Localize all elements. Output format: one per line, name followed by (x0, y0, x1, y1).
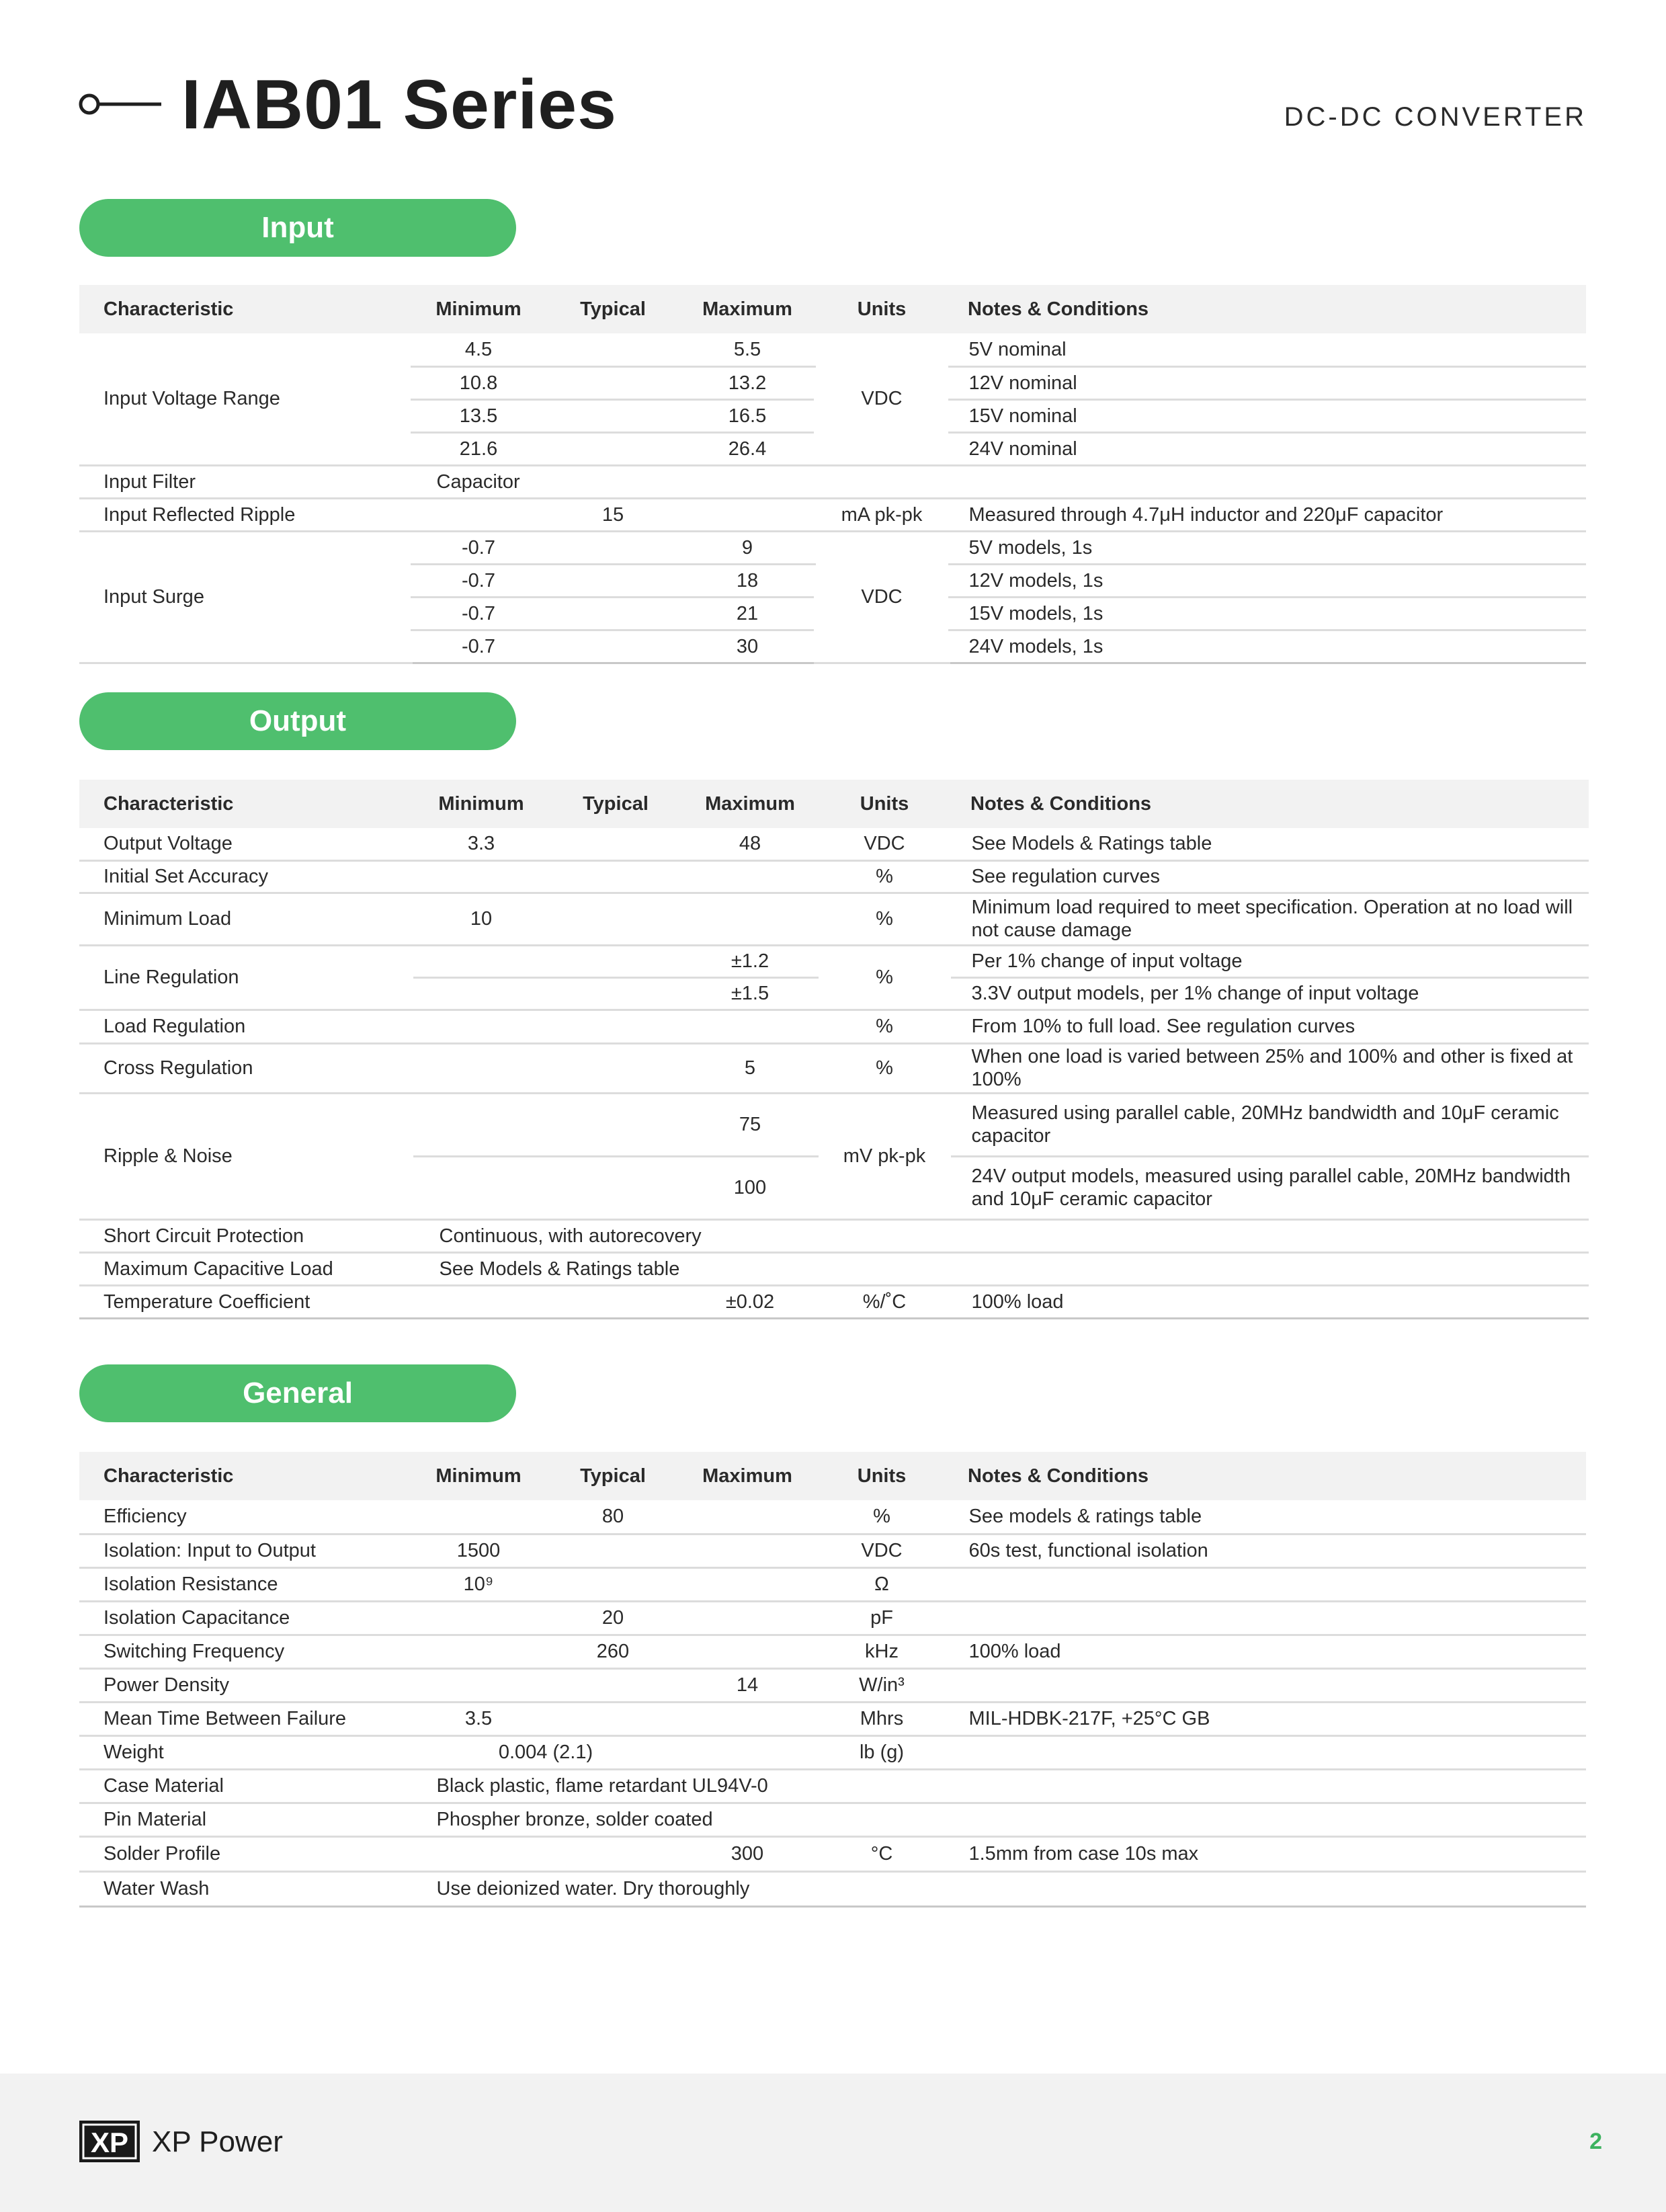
col-minimum: Minimum (414, 780, 548, 828)
cell-max (680, 498, 815, 531)
col-characteristic: Characteristic (79, 780, 414, 828)
cell-min (414, 1043, 548, 1093)
row-label: Pin Material (79, 1803, 411, 1836)
col-minimum: Minimum (411, 1452, 546, 1500)
row-label: Isolation Capacitance (79, 1601, 411, 1635)
cell-max: 26.4 (680, 432, 815, 465)
table-row (79, 498, 1586, 531)
table-row (79, 1534, 1586, 1567)
cell-min: 3.3 (414, 828, 548, 860)
cell-units: VDC (815, 333, 949, 465)
cell-typ (546, 1534, 680, 1567)
cell-max: 18 (680, 564, 815, 597)
cell-notes (949, 1601, 1586, 1635)
cell-notes: 24V models, 1s (949, 630, 1586, 663)
cell-value: Continuous, with autorecovery (414, 1219, 1589, 1252)
cell-min: 10 (414, 893, 548, 945)
page-header (0, 0, 1666, 175)
cell-typ (546, 531, 680, 564)
cell-units: % (817, 1010, 952, 1043)
cell-min: 4.5 (411, 333, 546, 366)
table-row (79, 1769, 1586, 1803)
cell-max: 16.5 (680, 399, 815, 432)
col-notes: Notes & Conditions (949, 285, 1586, 333)
cell-notes: 15V nominal (949, 399, 1586, 432)
general-spec-table (79, 1452, 1586, 1908)
cell-typ (546, 399, 680, 432)
cell-units: mA pk-pk (815, 498, 949, 531)
table-header-row (79, 780, 1589, 828)
cell-value: Phospher bronze, solder coated (411, 1803, 1586, 1836)
cell-min (411, 498, 546, 531)
cell-max (680, 1601, 815, 1635)
cell-units: VDC (815, 1534, 949, 1567)
cell-units: pF (815, 1601, 949, 1635)
col-minimum: Minimum (411, 285, 546, 333)
col-units: Units (817, 780, 952, 828)
cell-units: %/˚C (817, 1285, 952, 1318)
cell-max: 13.2 (680, 366, 815, 399)
col-maximum: Maximum (680, 1452, 815, 1500)
cell-min (414, 1285, 548, 1318)
row-label: Weight (79, 1735, 411, 1769)
table-row (79, 1567, 1586, 1601)
table-row (79, 1836, 1586, 1871)
cell-notes: 24V output models, measured using parallel cable, 20MHz bandwidth and 10μF ceramic capacitor (952, 1156, 1589, 1219)
cell-notes: See regulation curves (952, 860, 1589, 893)
cell-notes: When one load is varied between 25% and 100% and other is fixed at 100% (952, 1043, 1589, 1093)
cell-min: 3.5 (411, 1702, 546, 1735)
cell-typ (546, 630, 680, 663)
cell-notes: 12V models, 1s (949, 564, 1586, 597)
cell-units: °C (815, 1836, 949, 1871)
cell-notes: 12V nominal (949, 366, 1586, 399)
cell-min (411, 1601, 546, 1635)
cell-max: 5 (683, 1043, 817, 1093)
table-row (79, 1010, 1589, 1043)
cell-units: % (817, 893, 952, 945)
row-label: Cross Regulation (79, 1043, 414, 1093)
cell-value: See Models & Ratings table (414, 1252, 1589, 1285)
cell-notes: 5V nominal (949, 333, 1586, 366)
table-row (79, 893, 1589, 945)
cell-min (411, 1668, 546, 1702)
cell-typ (548, 860, 683, 893)
cell-units: W/in³ (815, 1668, 949, 1702)
cell-notes: 100% load (949, 1635, 1586, 1668)
cell-notes: 5V models, 1s (949, 531, 1586, 564)
cell-typ (548, 1010, 683, 1043)
cell-max (683, 860, 817, 893)
cell-max (680, 1635, 815, 1668)
cell-max: ±0.02 (683, 1285, 817, 1318)
row-label: Input Reflected Ripple (79, 498, 411, 531)
cell-min (411, 1836, 546, 1871)
cell-notes (949, 1735, 1586, 1769)
cell-max: 21 (680, 597, 815, 630)
cell-notes: Minimum load required to meet specification. Operation at no load will not cause damage (952, 893, 1589, 945)
cell-typ: 80 (546, 1500, 680, 1534)
input-spec-table (79, 285, 1586, 664)
cell-min (414, 1093, 548, 1156)
col-maximum: Maximum (680, 285, 815, 333)
cell-max: 75 (683, 1093, 817, 1156)
table-row (79, 1668, 1586, 1702)
table-row (79, 1252, 1589, 1285)
row-label: Solder Profile (79, 1836, 411, 1871)
cell-typ (548, 945, 683, 977)
table-row (79, 1093, 1589, 1156)
cell-min: 1500 (411, 1534, 546, 1567)
cell-units: kHz (815, 1635, 949, 1668)
table-header-row (79, 1452, 1586, 1500)
table-row (79, 1702, 1586, 1735)
col-typical: Typical (546, 1452, 680, 1500)
row-label: Temperature Coefficient (79, 1285, 414, 1318)
cell-notes: 60s test, functional isolation (949, 1534, 1586, 1567)
col-maximum: Maximum (683, 780, 817, 828)
row-label: Line Regulation (79, 945, 414, 1010)
cell-min: -0.7 (411, 531, 546, 564)
cell-value: Black plastic, flame retardant UL94V-0 (411, 1769, 1586, 1803)
table-row (79, 1735, 1586, 1769)
row-label: Initial Set Accuracy (79, 860, 414, 893)
cell-max: 100 (683, 1156, 817, 1219)
cell-typ (546, 597, 680, 630)
cell-notes: Measured using parallel cable, 20MHz bandwidth and 10μF ceramic capacitor (952, 1093, 1589, 1156)
cell-max: 300 (680, 1836, 815, 1871)
row-label: Switching Frequency (79, 1635, 411, 1668)
cell-max (680, 1702, 815, 1735)
row-label: Short Circuit Protection (79, 1219, 414, 1252)
cell-typ: 260 (546, 1635, 680, 1668)
cell-units: VDC (817, 828, 952, 860)
row-label: Efficiency (79, 1500, 411, 1534)
row-label: Isolation Resistance (79, 1567, 411, 1601)
brand-name: XP Power (152, 2125, 283, 2158)
cell-units: Ω (815, 1567, 949, 1601)
col-notes: Notes & Conditions (952, 780, 1589, 828)
cell-min (414, 977, 548, 1010)
connector-icon (78, 93, 161, 116)
cell-typ (548, 977, 683, 1010)
cell-notes (949, 1567, 1586, 1601)
cell-max (680, 1534, 815, 1567)
row-label: Output Voltage (79, 828, 414, 860)
cell-notes: See Models & Ratings table (952, 828, 1589, 860)
row-label: Input Surge (79, 531, 411, 663)
cell-min: -0.7 (411, 630, 546, 663)
cell-max: ±1.5 (683, 977, 817, 1010)
row-label: Load Regulation (79, 1010, 414, 1043)
section-heading-output: Output (79, 692, 516, 750)
cell-typ (546, 1836, 680, 1871)
cell-units: % (817, 860, 952, 893)
cell-min (414, 1010, 548, 1043)
cell-max: 30 (680, 630, 815, 663)
cell-units: lb (g) (815, 1735, 949, 1769)
row-label: Minimum Load (79, 893, 414, 945)
table-row (79, 1500, 1586, 1534)
cell-min: -0.7 (411, 597, 546, 630)
row-label: Input Voltage Range (79, 333, 411, 465)
cell-units: % (817, 945, 952, 1010)
table-row (79, 1601, 1586, 1635)
table-row (79, 1871, 1586, 1906)
cell-typ (546, 564, 680, 597)
col-characteristic: Characteristic (79, 285, 411, 333)
cell-max: ±1.2 (683, 945, 817, 977)
cell-max: 48 (683, 828, 817, 860)
cell-typ (546, 1567, 680, 1601)
cell-min: 10.8 (411, 366, 546, 399)
cell-notes: Measured through 4.7μH inductor and 220μF capacitor (949, 498, 1586, 531)
cell-units: % (817, 1043, 952, 1093)
table-row (79, 333, 1586, 366)
cell-typ (548, 1043, 683, 1093)
cell-max: 9 (680, 531, 815, 564)
row-label: Maximum Capacitive Load (79, 1252, 414, 1285)
row-label: Case Material (79, 1769, 411, 1803)
table-row (79, 828, 1589, 860)
cell-value: Capacitor (411, 465, 1586, 498)
cell-min: 13.5 (411, 399, 546, 432)
row-label: Isolation: Input to Output (79, 1534, 411, 1567)
cell-notes: 3.3V output models, per 1% change of input voltage (952, 977, 1589, 1010)
row-label: Ripple & Noise (79, 1093, 414, 1219)
cell-typ (548, 828, 683, 860)
col-characteristic: Characteristic (79, 1452, 411, 1500)
cell-notes: See models & ratings table (949, 1500, 1586, 1534)
page-subtitle: DC-DC CONVERTER (1284, 102, 1587, 132)
cell-max: 5.5 (680, 333, 815, 366)
section-heading-input: Input (79, 199, 516, 257)
table-row (79, 860, 1589, 893)
table-header-row (79, 285, 1586, 333)
cell-min: 21.6 (411, 432, 546, 465)
table-row (79, 1043, 1589, 1093)
cell-units: % (815, 1500, 949, 1534)
cell-min (414, 945, 548, 977)
cell-notes: 1.5mm from case 10s max (949, 1836, 1586, 1871)
cell-max: 14 (680, 1668, 815, 1702)
table-row (79, 465, 1586, 498)
row-label: Power Density (79, 1668, 411, 1702)
cell-typ (548, 1093, 683, 1156)
col-units: Units (815, 285, 949, 333)
cell-typ: 0.004 (2.1) (411, 1735, 680, 1769)
row-label: Input Filter (79, 465, 411, 498)
cell-typ (546, 1702, 680, 1735)
table-row (79, 1803, 1586, 1836)
cell-notes: Per 1% change of input voltage (952, 945, 1589, 977)
cell-max (680, 1567, 815, 1601)
cell-min (411, 1500, 546, 1534)
cell-typ: 20 (546, 1601, 680, 1635)
page-title: IAB01 Series (181, 66, 617, 144)
xp-logo-text: XP (90, 2127, 129, 2158)
col-notes: Notes & Conditions (949, 1452, 1586, 1500)
cell-value: Use deionized water. Dry thoroughly (411, 1871, 1586, 1906)
xp-power-logo-icon (79, 2121, 140, 2162)
output-spec-table (79, 780, 1589, 1319)
page-number: 2 (1589, 2129, 1602, 2154)
cell-min (411, 1635, 546, 1668)
table-row (79, 1285, 1589, 1318)
cell-max (680, 1735, 815, 1769)
cell-max (680, 1500, 815, 1534)
table-row (79, 1219, 1589, 1252)
cell-typ (548, 1285, 683, 1318)
col-typical: Typical (546, 285, 680, 333)
cell-typ (546, 366, 680, 399)
row-label: Water Wash (79, 1871, 411, 1906)
col-units: Units (815, 1452, 949, 1500)
cell-typ (546, 432, 680, 465)
cell-max (683, 1010, 817, 1043)
cell-typ (548, 893, 683, 945)
cell-notes: MIL-HDBK-217F, +25°C GB (949, 1702, 1586, 1735)
cell-notes: 100% load (952, 1285, 1589, 1318)
table-row (79, 1635, 1586, 1668)
cell-typ (548, 1156, 683, 1219)
section-heading-general: General (79, 1364, 516, 1422)
cell-typ (546, 333, 680, 366)
cell-min: 10⁹ (411, 1567, 546, 1601)
cell-notes: 15V models, 1s (949, 597, 1586, 630)
row-label: Mean Time Between Failure (79, 1702, 411, 1735)
cell-units: Mhrs (815, 1702, 949, 1735)
cell-min (414, 1156, 548, 1219)
table-row (79, 531, 1586, 564)
col-typical: Typical (548, 780, 683, 828)
cell-notes: From 10% to full load. See regulation curves (952, 1010, 1589, 1043)
cell-units: mV pk-pk (817, 1093, 952, 1219)
table-row (79, 945, 1589, 977)
cell-max (683, 893, 817, 945)
cell-units: VDC (815, 531, 949, 663)
cell-min: -0.7 (411, 564, 546, 597)
cell-notes: 24V nominal (949, 432, 1586, 465)
cell-min (414, 860, 548, 893)
cell-notes (949, 1668, 1586, 1702)
cell-typ (546, 1668, 680, 1702)
cell-typ: 15 (546, 498, 680, 531)
